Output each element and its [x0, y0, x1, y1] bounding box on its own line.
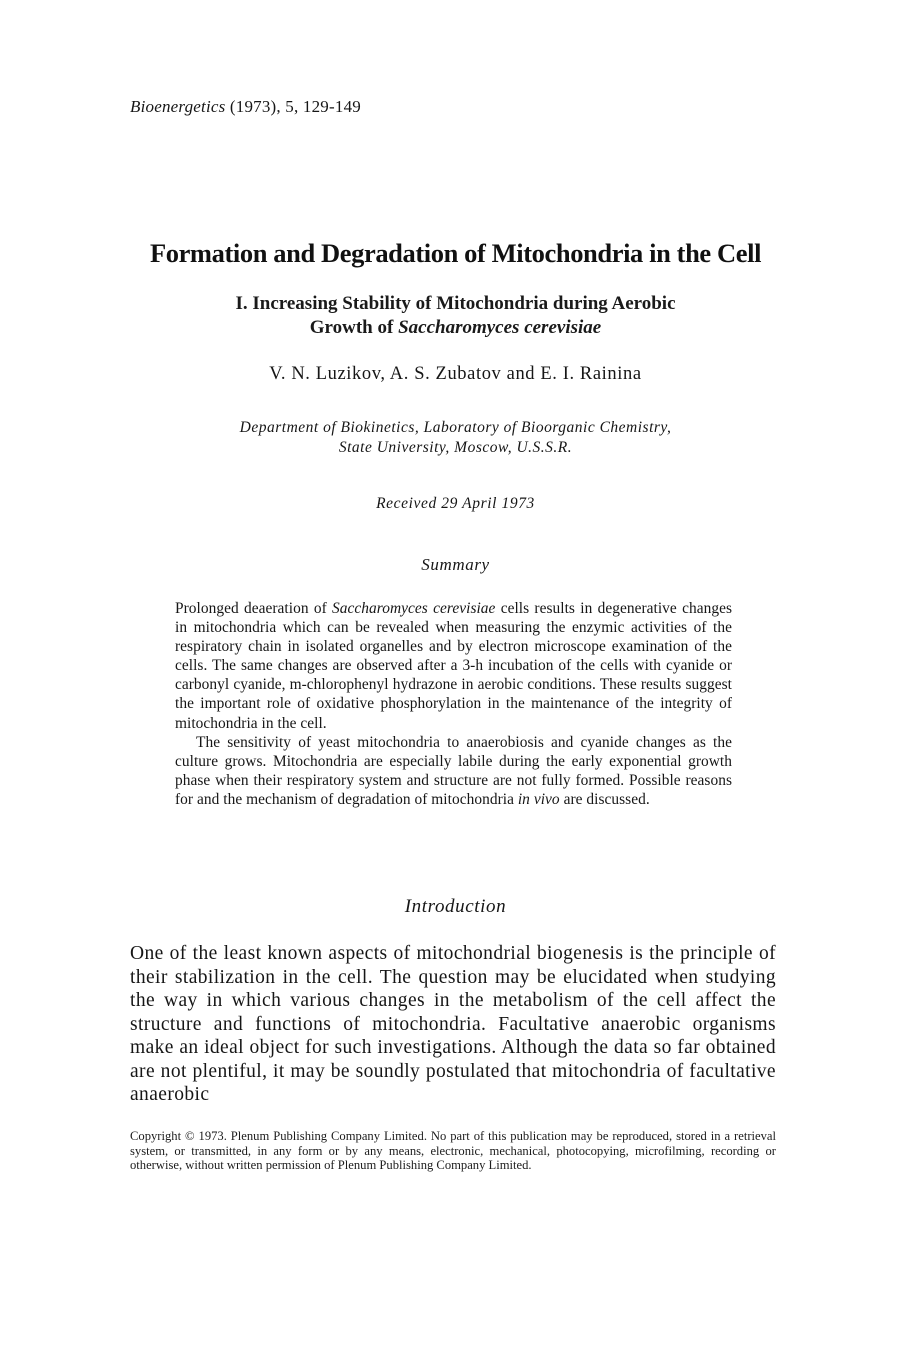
affiliation [100, 418, 811, 458]
summary-paragraph-2 [175, 733, 732, 809]
affiliation-line-2: State University, Moscow, U.S.S.R. [338, 439, 573, 456]
summary-p1-text-b: cells results in degenerative changes in mitochondria which can be revealed when measuring the enzymic activities of the respiratory chain in isolated organelles and by electron microscope examination of the cells. The same changes are observed after a 3-h incubation of the cells with cyanide or carbonyl cyanide, m-chlorophenyl hydrazone in aerobic conditions. These results suggest the important role of oxidative phosphorylation in the maintenance of the integrity of mitochondria in the cell. [175, 600, 732, 732]
article-title: Formation and Degradation of Mitochondria in the Cell [149, 238, 762, 268]
subtitle-line-2 [100, 316, 811, 340]
summary-p2-text-b: are discussed. [559, 790, 650, 808]
summary-p1-text-a: Prolonged deaeration of [175, 600, 333, 617]
copyright-notice: Copyright © 1973. Plenum Publishing Company Limited. No part of this publication may be reproduced, stored in a retrieval system, or transmitted, in any form or by any means, electronic, mechanical, photocopying, microfilming, recording or otherwise, without written permission of Plenum Publishing Company Limited. [130, 1129, 776, 1173]
affiliation-line-1: Department of Biokinetics, Laboratory of Bioorganic Chemistry, [239, 419, 672, 436]
summary-p2-in-vivo: in vivo [517, 790, 560, 808]
summary-p1-species: Saccharomyces cerevisiae [332, 600, 496, 617]
summary-heading: Summary [421, 555, 490, 574]
journal-name: Bioenergetics [130, 97, 226, 116]
subtitle-line-1: I. Increasing Stability of Mitochondria during Aerobic [235, 293, 676, 314]
introduction-paragraph: One of the least known aspects of mitochondrial biogenesis is the principle of their stabilization in the cell. The question may be elucidated when studying the way in which various changes in the metabolism of the cell affect the structure and functions of mitochondria. Facultative anaerobic organisms make an ideal object for such investigations. Although the data so far obtained are not plentiful, it may be soundly postulated that mitochondria of facultative anaerobic [130, 943, 776, 1105]
article-subtitle [100, 292, 811, 340]
summary-paragraph-1 [175, 599, 732, 733]
summary-p2-text-a: The sensitivity of yeast mitochondria to anaerobiosis and cyanide changes as the culture grows. Mitochondria are especially labile during the early exponential growth phase when their respiratory system and structure are not fully formed. Possible reasons for and the mechanism of degradation of mitochondria [175, 733, 732, 808]
summary-body [175, 599, 732, 809]
subtitle-species: Saccharomyces cerevisiae [398, 317, 602, 338]
journal-volume-pages: (1973), 5, 129-149 [225, 97, 361, 116]
received-date: Received 29 April 1973 [376, 495, 535, 512]
author-list: V. N. Luzikov, A. S. Zubatov and E. I. Rainina [269, 364, 642, 384]
subtitle-growth-of: Growth of [309, 317, 399, 338]
journal-citation [130, 97, 361, 117]
introduction-heading: Introduction [404, 896, 507, 917]
